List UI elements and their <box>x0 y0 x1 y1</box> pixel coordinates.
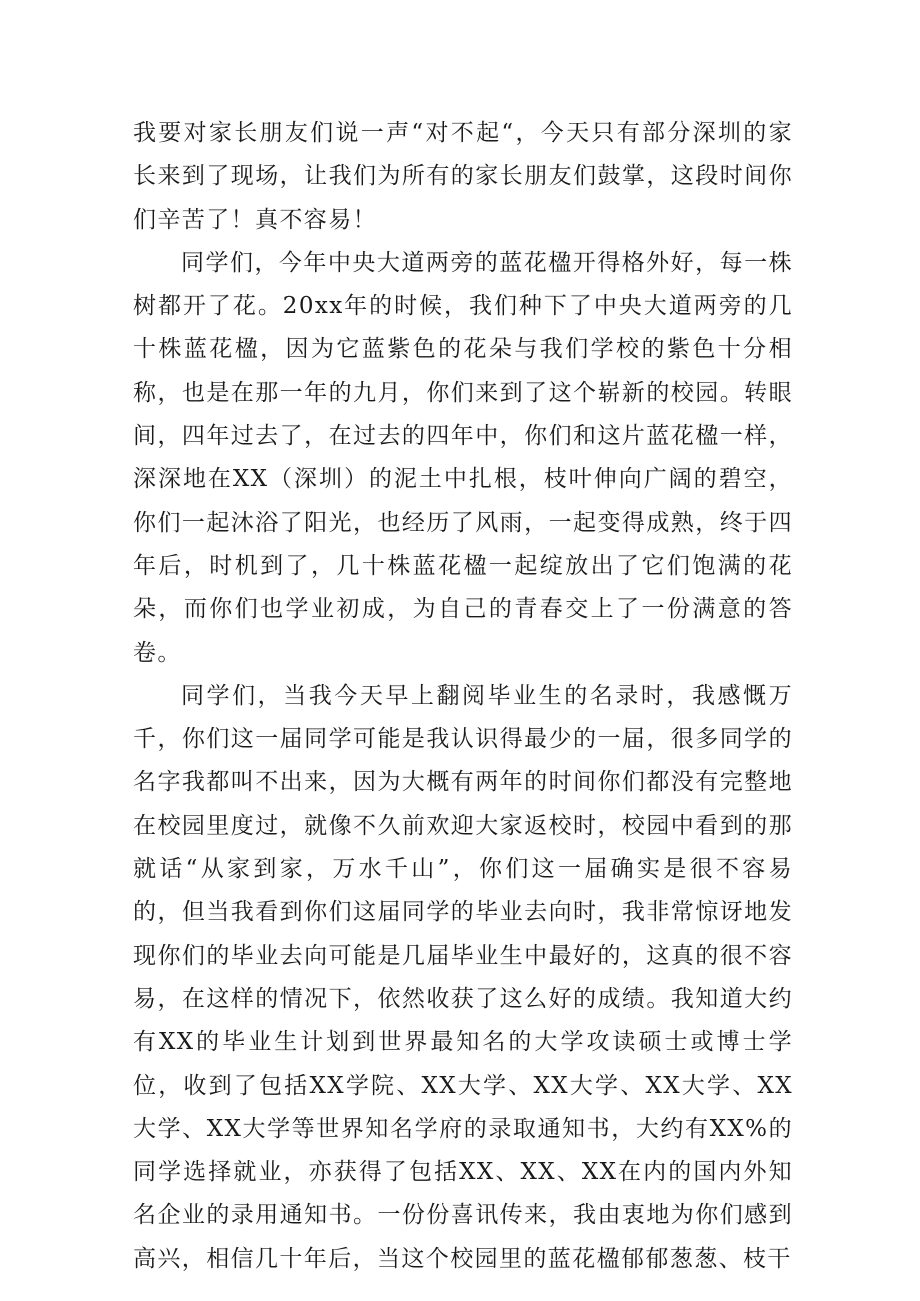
paragraph-1: 我要对家长朋友们说一声“对不起“，今天只有部分深圳的家长来到了现场，让我们为所有的家长朋友们鼓掌，这段时间你们辛苦了！真不容易！ <box>133 120 793 233</box>
paragraph-3: 同学们，当我今天早上翻阅毕业生的名录时，我感慨万千，你们这一届同学可能是我认识得最少的一届，很多同学的名字我都叫不出来，因为大概有两年的时间你们都没有完整地在校园里度过，就像不久前欢迎大家返校时，校园中看到的那就话“从家到家，万水千山”，你们这一届确实是很不容易的，但当我看到你们这届同学的毕业去向时，我非常惊讶地发现你们的毕业去向可能是几届毕业生中最好的，这真的很不容易，在这样的情况下，依然收获了这么好的成绩。我知道大约有XX的毕业生计划到世界最知名的大学攻读硕士或博士学位，收到了包括XX学院、XX大学、XX大学、XX大学、XX大学、XX大学等世界知名学府的录取通知书，大约有XX%的同学选择就业，亦获得了包括XX、XX、XX在内的国内外知名企业的录用通知书。一份份喜讯传来，我由衷地为你们感到高兴，相信几十年后，当这个校园里的蓝花楹郁郁葱葱、枝干 <box>133 682 793 1272</box>
paragraph-2: 同学们，今年中央大道两旁的蓝花楹开得格外好，每一株树都开了花。20xx年的时候，我们种下了中央大道两旁的几十株蓝花楹，因为它蓝紫色的花朵与我们学校的紫色十分相称，也是在那一年的九月，你们来到了这个崭新的校园。转眼间，四年过去了，在过去的四年中，你们和这片蓝花楹一样，深深地在XX（深圳）的泥土中扎根，枝叶伸向广阔的碧空，你们一起沐浴了阳光，也经历了风雨，一起变得成熟，终于四年后，时机到了，几十株蓝花楹一起绽放出了它们饱满的花朵，而你们也学业初成，为自己的青春交上了一份满意的答卷。 <box>133 249 793 666</box>
document-body <box>133 112 793 1281</box>
